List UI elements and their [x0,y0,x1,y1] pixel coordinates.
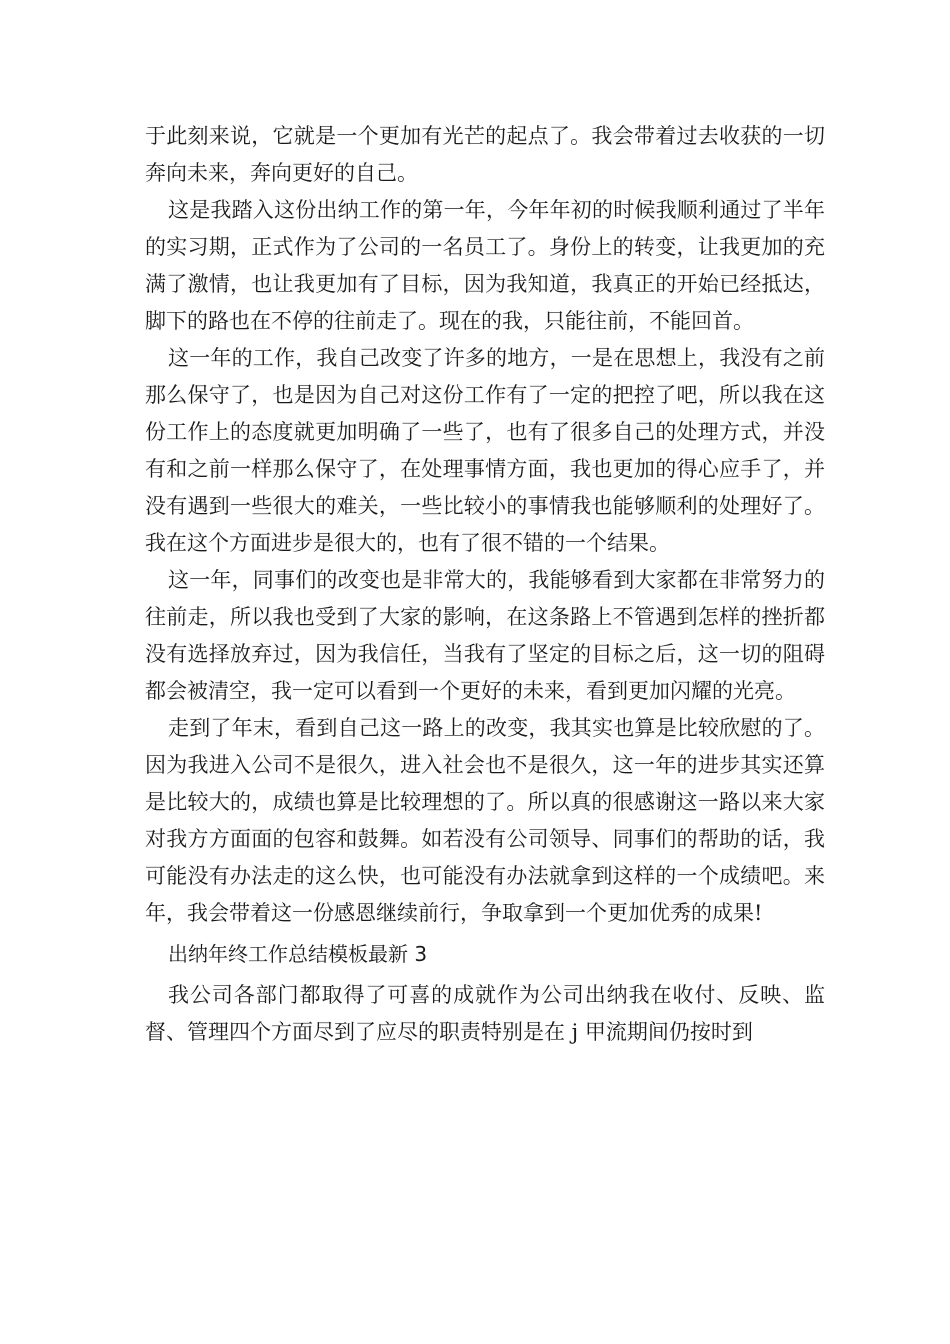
document-body [145,118,825,1051]
paragraph-first-year: 这是我踏入这份出纳工作的第一年，今年年初的时候我顺利通过了半年的实习期，正式作为了公司的一名员工了。身份上的转变，让我更加的充满了激情，也让我更加有了目标，因为我知道，我真正的开始已经抵达，脚下的路也在不停的往前走了。现在的我，只能往前，不能回首。 [145,198,825,333]
paragraph-personal-change: 这一年的工作，我自己改变了许多的地方，一是在思想上，我没有之前那么保守了，也是因为自己对这份工作有了一定的把控了吧，所以我在这份工作上的态度就更加明确了一些了，也有了很多自己的处理方式，并没有和之前一样那么保守了，在处理事情方面，我也更加的得心应手了，并没有遇到一些很大的难关，一些比较小的事情我也能够顺利的处理好了。我在这个方面进步是很大的，也有了很不错的一个结果。 [145,346,825,555]
paragraph-colleagues: 这一年，同事们的改变也是非常大的，我能够看到大家都在非常努力的往前走，所以我也受到了大家的影响，在这条路上不管遇到怎样的挫折都没有选择放弃过，因为我信任，当我有了坚定的目标之后，这一切的阻碍都会被清空，我一定可以看到一个更好的未来，看到更加闪耀的光亮。 [145,568,825,703]
paragraph-year-end: 走到了年末，看到自己这一路上的改变，我其实也算是比较欣慰的了。因为我进入公司不是很久，进入社会也不是很久，这一年的进步其实还算是比较大的，成绩也算是比较理想的了。所以真的很感谢这一路以来大家对我方方面面的包容和鼓舞。如若没有公司领导、同事们的帮助的话，我可能没有办法走的这么快，也可能没有办法就拿到这样的一个成绩吧。来年，我会带着这一份感恩继续前行，争取拿到一个更加优秀的成果! [145,716,825,925]
section-heading: 出纳年终工作总结模板最新 3 [168,942,428,966]
paragraph-continuation: 于此刻来说，它就是一个更加有光芒的起点了。我会带着过去收获的一切奔向未来，奔向更好的自己。 [145,124,825,185]
paragraph-section-3: 我公司各部门都取得了可喜的成就作为公司出纳我在收付、反映、监督、管理四个方面尽到了应尽的职责特别是在 j 甲流期间仍按时到 [145,983,825,1044]
